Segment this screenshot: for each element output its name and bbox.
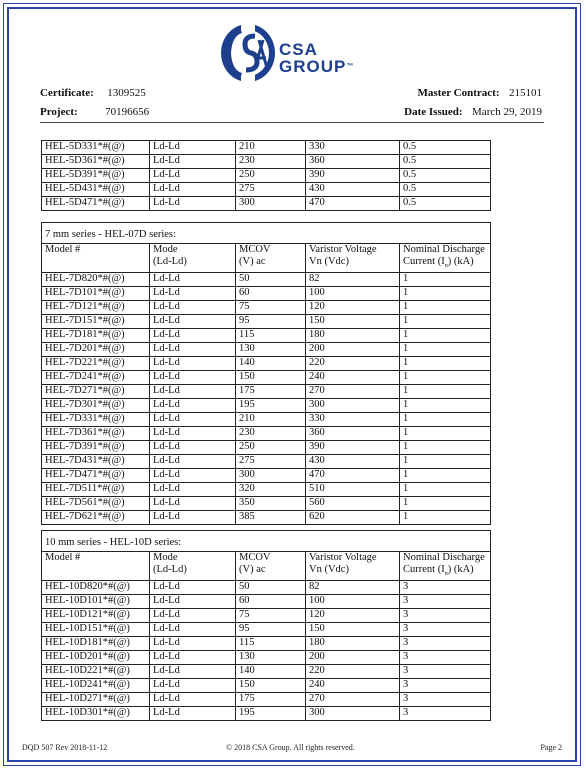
- table-cell: 1: [400, 301, 491, 315]
- series-title-row: [42, 223, 491, 244]
- logo-text-group: [279, 58, 354, 75]
- table-row: [42, 357, 491, 371]
- column-header-line1: MCOV: [239, 552, 271, 563]
- table-cell: Ld-Ld: [150, 707, 236, 721]
- table-row: [42, 301, 491, 315]
- table-cell: 82: [306, 581, 400, 595]
- table-cell: Ld-Ld: [150, 301, 236, 315]
- table-cell: Ld-Ld: [150, 183, 236, 197]
- table-cell: Ld-Ld: [150, 357, 236, 371]
- table-cell: HEL-7D301*#(@): [42, 399, 150, 413]
- table-cell: HEL-7D621*#(@): [42, 511, 150, 525]
- project-value: 70196656: [105, 106, 150, 118]
- table-cell: 0.5: [400, 183, 491, 197]
- table-cell: 620: [306, 511, 400, 525]
- table-cell: HEL-5D361*#(@): [42, 155, 150, 169]
- table-cell: HEL-10D121*#(@): [42, 609, 150, 623]
- table-cell: HEL-7D241*#(@): [42, 371, 150, 385]
- column-header-line1: Mode: [153, 244, 178, 255]
- certificate-field: [40, 87, 146, 100]
- table-cell: 3: [400, 665, 491, 679]
- table-cell: Ld-Ld: [150, 455, 236, 469]
- table-cell: Ld-Ld: [150, 385, 236, 399]
- project-label: Project:: [40, 106, 78, 118]
- table-row: [42, 183, 491, 197]
- table-cell: HEL-7D391*#(@): [42, 441, 150, 455]
- table-cell: 95: [236, 315, 306, 329]
- column-header-line2: Vn (Vdc): [309, 256, 349, 267]
- table-cell: 300: [306, 399, 400, 413]
- table-row: [42, 623, 491, 637]
- column-header-line1: Model #: [45, 244, 81, 255]
- column-header-line2: (Ld-Ld): [153, 564, 187, 575]
- table-cell: 180: [306, 329, 400, 343]
- table-row: [42, 287, 491, 301]
- table-row: [42, 665, 491, 679]
- table-cell: 1: [400, 483, 491, 497]
- table-cell: 1: [400, 343, 491, 357]
- table-cell: 1: [400, 357, 491, 371]
- table-cell: 430: [306, 455, 400, 469]
- column-header-line1: MCOV: [239, 244, 271, 255]
- table-cell: HEL-7D151*#(@): [42, 315, 150, 329]
- table-cell: Ld-Ld: [150, 651, 236, 665]
- column-header-line2: Vn (Vdc): [309, 564, 349, 575]
- table-row: [42, 385, 491, 399]
- table-cell: 1: [400, 469, 491, 483]
- table-cell: 3: [400, 651, 491, 665]
- table-cell: 270: [306, 693, 400, 707]
- table-10mm-series: [41, 530, 491, 721]
- table-row: [42, 413, 491, 427]
- table-cell: 60: [236, 595, 306, 609]
- logo-text-csa: CSA: [279, 40, 318, 59]
- footer-copyright: © 2018 CSA Group. All rights reserved.: [226, 743, 355, 752]
- csa-group-logo: [219, 22, 369, 84]
- table-cell: 1: [400, 399, 491, 413]
- table-cell: 320: [236, 483, 306, 497]
- table-cell: 250: [236, 441, 306, 455]
- table-cell: 3: [400, 637, 491, 651]
- table-cell: 275: [236, 455, 306, 469]
- table-row: [42, 511, 491, 525]
- table-cell: 300: [306, 707, 400, 721]
- table-row: [42, 497, 491, 511]
- table-cell: Ld-Ld: [150, 637, 236, 651]
- table-cell: Ld-Ld: [150, 413, 236, 427]
- table-cell: 195: [236, 707, 306, 721]
- column-header-line1: Varistor Voltage: [309, 552, 377, 563]
- table-cell: 1: [400, 413, 491, 427]
- table-cell: HEL-7D101*#(@): [42, 287, 150, 301]
- column-header: [150, 552, 236, 581]
- table-cell: 220: [306, 357, 400, 371]
- column-header-line1: Varistor Voltage: [309, 244, 377, 255]
- table-cell: HEL-10D301*#(@): [42, 707, 150, 721]
- table-cell: 3: [400, 693, 491, 707]
- table-cell: 0.5: [400, 169, 491, 183]
- date-issued-field: [404, 106, 542, 119]
- table-cell: 140: [236, 665, 306, 679]
- table-cell: 275: [236, 183, 306, 197]
- table-cell: 385: [236, 511, 306, 525]
- column-header-line2: (Ld-Ld): [153, 256, 187, 267]
- table-cell: 95: [236, 623, 306, 637]
- logo-text-group-word: GROUP: [279, 57, 347, 76]
- table-cell: 100: [306, 287, 400, 301]
- table-cell: 115: [236, 329, 306, 343]
- table-cell: 230: [236, 155, 306, 169]
- master-contract-label: Master Contract:: [417, 87, 500, 99]
- table-cell: HEL-7D221*#(@): [42, 357, 150, 371]
- table-cell: 220: [306, 665, 400, 679]
- table-cell: 210: [236, 413, 306, 427]
- table-cell: 50: [236, 581, 306, 595]
- master-contract-value: 215101: [509, 87, 542, 99]
- table-cell: 150: [306, 623, 400, 637]
- date-issued-value: March 29, 2019: [472, 106, 542, 118]
- table-cell: Ld-Ld: [150, 497, 236, 511]
- table-row: [42, 169, 491, 183]
- project-field: [40, 106, 149, 119]
- table-cell: 3: [400, 679, 491, 693]
- column-header: [306, 552, 400, 581]
- table-cell: 360: [306, 155, 400, 169]
- table-7mm-series: [41, 222, 491, 525]
- column-header-line2: Current $(I_n)$ (kA): [403, 256, 474, 270]
- table-row: [42, 581, 491, 595]
- table-row: [42, 329, 491, 343]
- table-cell: HEL-5D431*#(@): [42, 183, 150, 197]
- table-cell: HEL-7D331*#(@): [42, 413, 150, 427]
- table-cell: 1: [400, 315, 491, 329]
- series-title-10mm: 10 mm series - HEL-10D series:: [42, 531, 491, 552]
- table-cell: HEL-7D431*#(@): [42, 455, 150, 469]
- table-cell: 430: [306, 183, 400, 197]
- table-cell: 300: [236, 469, 306, 483]
- table-cell: 120: [306, 609, 400, 623]
- column-header: [400, 244, 491, 273]
- table-row: [42, 273, 491, 287]
- table-cell: Ld-Ld: [150, 315, 236, 329]
- table-cell: 150: [236, 371, 306, 385]
- table-row: [42, 651, 491, 665]
- table-cell: 390: [306, 169, 400, 183]
- table-row: [42, 707, 491, 721]
- table-cell: HEL-10D151*#(@): [42, 623, 150, 637]
- column-header-line2: (V) ac: [239, 256, 266, 267]
- footer-page-number: Page 2: [540, 743, 562, 752]
- table-cell: HEL-7D361*#(@): [42, 427, 150, 441]
- date-issued-label: Date Issued:: [404, 106, 463, 118]
- column-header: [306, 244, 400, 273]
- table-cell: HEL-10D101*#(@): [42, 595, 150, 609]
- column-header: [236, 244, 306, 273]
- table-cell: 1: [400, 455, 491, 469]
- table-cell: 3: [400, 623, 491, 637]
- table-cell: 0.5: [400, 155, 491, 169]
- table-cell: 360: [306, 427, 400, 441]
- table-cell: 270: [306, 385, 400, 399]
- table-cell: Ld-Ld: [150, 609, 236, 623]
- table-cell: 140: [236, 357, 306, 371]
- table-row: [42, 155, 491, 169]
- table-cell: 50: [236, 273, 306, 287]
- table-cell: HEL-10D820*#(@): [42, 581, 150, 595]
- table-cell: 560: [306, 497, 400, 511]
- table-cell: HEL-5D471*#(@): [42, 197, 150, 211]
- table-cell: HEL-5D391*#(@): [42, 169, 150, 183]
- table-cell: Ld-Ld: [150, 371, 236, 385]
- table-cell: Ld-Ld: [150, 287, 236, 301]
- table-5mm-continued: [41, 140, 491, 211]
- table-cell: 240: [306, 679, 400, 693]
- table-cell: 100: [306, 595, 400, 609]
- table-cell: Ld-Ld: [150, 581, 236, 595]
- table-cell: Ld-Ld: [150, 155, 236, 169]
- table-cell: HEL-7D820*#(@): [42, 273, 150, 287]
- column-header-line2: Current $(I_n)$ (kA): [403, 564, 474, 578]
- table-cell: Ld-Ld: [150, 427, 236, 441]
- table-row: [42, 197, 491, 211]
- table-cell: 330: [306, 413, 400, 427]
- table-cell: HEL-7D181*#(@): [42, 329, 150, 343]
- column-header-row: [42, 244, 491, 273]
- table-row: [42, 595, 491, 609]
- csa-logo-mark-icon: [219, 22, 277, 84]
- table-cell: 200: [306, 651, 400, 665]
- table-cell: 250: [236, 169, 306, 183]
- table-cell: 1: [400, 511, 491, 525]
- table-row: [42, 399, 491, 413]
- table-cell: HEL-7D121*#(@): [42, 301, 150, 315]
- table-cell: 195: [236, 399, 306, 413]
- table-row: [42, 371, 491, 385]
- table-cell: HEL-10D181*#(@): [42, 637, 150, 651]
- table-cell: 3: [400, 595, 491, 609]
- column-header: [42, 244, 150, 273]
- table-cell: Ld-Ld: [150, 197, 236, 211]
- table-cell: 230: [236, 427, 306, 441]
- column-header-line2: (V) ac: [239, 564, 266, 575]
- table-cell: 1: [400, 441, 491, 455]
- table-cell: HEL-7D561*#(@): [42, 497, 150, 511]
- table-cell: Ld-Ld: [150, 469, 236, 483]
- table-cell: Ld-Ld: [150, 169, 236, 183]
- series-title-7mm: 7 mm series - HEL-07D series:: [42, 223, 491, 244]
- table-cell: 0.5: [400, 197, 491, 211]
- table-row: [42, 427, 491, 441]
- column-header-row: [42, 552, 491, 581]
- table-cell: Ld-Ld: [150, 273, 236, 287]
- table-cell: 350: [236, 497, 306, 511]
- table-cell: 390: [306, 441, 400, 455]
- table-cell: 1: [400, 427, 491, 441]
- header-divider: [40, 122, 544, 123]
- table-cell: HEL-10D201*#(@): [42, 651, 150, 665]
- table-cell: Ld-Ld: [150, 665, 236, 679]
- table-row: [42, 441, 491, 455]
- table-cell: 470: [306, 197, 400, 211]
- table-row: [42, 483, 491, 497]
- table-row: [42, 469, 491, 483]
- table-cell: HEL-7D201*#(@): [42, 343, 150, 357]
- table-cell: 75: [236, 301, 306, 315]
- table-cell: Ld-Ld: [150, 441, 236, 455]
- table-cell: 1: [400, 273, 491, 287]
- column-header: [42, 552, 150, 581]
- certificate-value: 1309525: [107, 87, 146, 99]
- table-cell: 150: [306, 315, 400, 329]
- table-cell: Ld-Ld: [150, 329, 236, 343]
- table-cell: HEL-7D471*#(@): [42, 469, 150, 483]
- table-row: [42, 315, 491, 329]
- table-cell: 3: [400, 609, 491, 623]
- table-cell: 1: [400, 287, 491, 301]
- column-header-line1: Nominal Discharge: [403, 244, 485, 255]
- table-cell: HEL-10D241*#(@): [42, 679, 150, 693]
- table-cell: Ld-Ld: [150, 679, 236, 693]
- table-cell: 1: [400, 497, 491, 511]
- table-cell: 470: [306, 469, 400, 483]
- table-cell: HEL-10D271*#(@): [42, 693, 150, 707]
- table-cell: 210: [236, 141, 306, 155]
- table-cell: 0.5: [400, 141, 491, 155]
- table-row: [42, 609, 491, 623]
- table-cell: 200: [306, 343, 400, 357]
- table-cell: Ld-Ld: [150, 343, 236, 357]
- table-row: [42, 141, 491, 155]
- table-cell: HEL-5D331*#(@): [42, 141, 150, 155]
- table-cell: 330: [306, 141, 400, 155]
- table-row: [42, 343, 491, 357]
- master-contract-field: [418, 87, 542, 100]
- table-cell: 75: [236, 609, 306, 623]
- table-cell: 130: [236, 343, 306, 357]
- table-cell: 82: [306, 273, 400, 287]
- table-cell: 240: [306, 371, 400, 385]
- column-header: [236, 552, 306, 581]
- table-cell: 1: [400, 371, 491, 385]
- column-header-line1: Model #: [45, 552, 81, 563]
- table-cell: 130: [236, 651, 306, 665]
- certificate-label: Certificate:: [40, 87, 94, 99]
- table-cell: 3: [400, 581, 491, 595]
- table-cell: 120: [306, 301, 400, 315]
- table-row: [42, 455, 491, 469]
- table-row: [42, 637, 491, 651]
- table-cell: 1: [400, 329, 491, 343]
- table-cell: 60: [236, 287, 306, 301]
- footer-doc-rev: DQD 507 Rev 2018-11-12: [22, 743, 108, 752]
- table-cell: HEL-7D271*#(@): [42, 385, 150, 399]
- table-cell: 175: [236, 385, 306, 399]
- table-row: [42, 679, 491, 693]
- table-cell: HEL-7D511*#(@): [42, 483, 150, 497]
- table-cell: 510: [306, 483, 400, 497]
- series-title-row: [42, 531, 491, 552]
- column-header: [400, 552, 491, 581]
- table-cell: Ld-Ld: [150, 141, 236, 155]
- table-row: [42, 693, 491, 707]
- table-cell: 175: [236, 693, 306, 707]
- table-cell: 150: [236, 679, 306, 693]
- table-cell: Ld-Ld: [150, 623, 236, 637]
- table-cell: Ld-Ld: [150, 693, 236, 707]
- table-cell: 180: [306, 637, 400, 651]
- table-cell: 1: [400, 385, 491, 399]
- table-cell: 3: [400, 707, 491, 721]
- table-cell: 115: [236, 637, 306, 651]
- table-cell: Ld-Ld: [150, 511, 236, 525]
- column-header-line1: Mode: [153, 552, 178, 563]
- column-header: [150, 244, 236, 273]
- table-cell: Ld-Ld: [150, 595, 236, 609]
- table-cell: Ld-Ld: [150, 399, 236, 413]
- trademark-symbol: ™: [346, 63, 355, 70]
- column-header-line1: Nominal Discharge: [403, 552, 485, 563]
- table-cell: HEL-10D221*#(@): [42, 665, 150, 679]
- table-cell: 300: [236, 197, 306, 211]
- table-cell: Ld-Ld: [150, 483, 236, 497]
